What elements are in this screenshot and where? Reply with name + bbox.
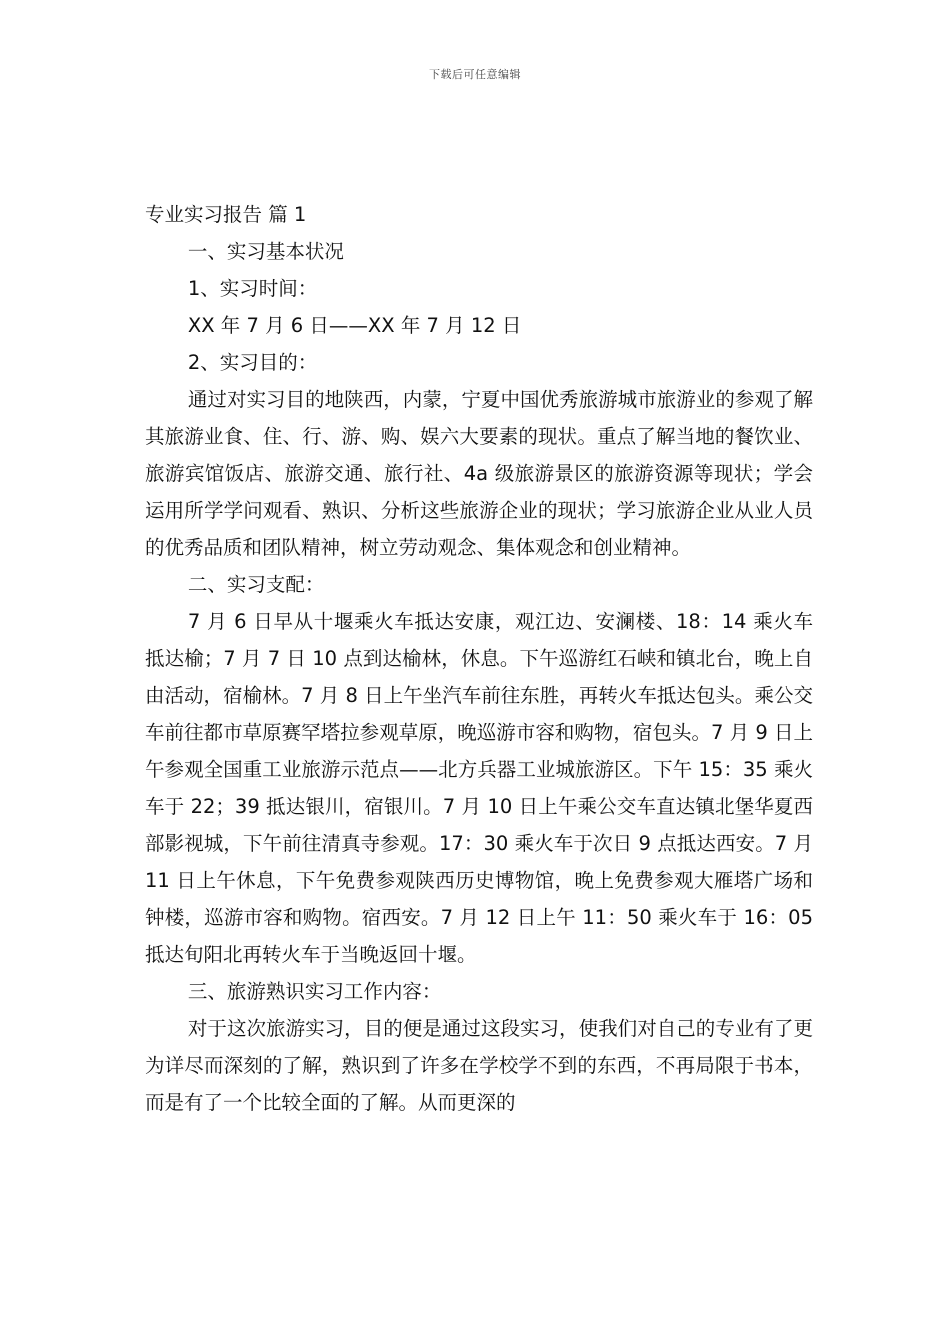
internship-date-range: XX 年 7 月 6 日——XX 年 7 月 12 日 bbox=[187, 314, 522, 337]
schedule-paragraph: 7 月 6 日早从十堰乘火车抵达安康，观江边、安澜楼、18：14 乘火车抵达榆；7 月 7 日 10 点到达榆林，休息。下午巡游红石峡和镇北台，晚上自由活动，宿榆林。7 月 8 日上午坐汽车前往东胜，再转火车抵达包头。乘公交车前往都市草原赛罕塔拉参观草原，晚巡游市容和购物，宿包头。7 月 9 日上午参观全国重工业旅游示范点——北方兵器工业城旅游区。下午 15：35 乘火车于 22；39 抵达银川，宿银川。7 月 10 日上午乘公交车直达镇北堡华夏西部影视城，下午前往清真寺参观。17：30 乘火车于次日 9 点抵达西安。7 月 11 日上午休息，下午免费参观陕西历史博物馆，晚上免费参观大雁塔广场和钟楼，巡游市容和购物。宿西安。7 月 12 日上午 11：50 乘火车于 16：05 抵达旬阳北再转火车于当晚返回十堰。 bbox=[145, 610, 813, 966]
document-body bbox=[145, 196, 813, 1121]
page-header: 下载后可任意编辑 bbox=[429, 68, 521, 81]
section-heading-work-content: 三、旅游熟识实习工作内容： bbox=[187, 980, 442, 1003]
section-heading-arrangement: 二、实习支配： bbox=[187, 573, 325, 596]
item-heading-internship-time: 1、实习时间： bbox=[187, 277, 318, 300]
section-heading-basic-situation: 一、实习基本状况 bbox=[187, 240, 344, 263]
item-heading-internship-purpose: 2、实习目的： bbox=[187, 351, 318, 374]
document-title: 专业实习报告 篇 1 bbox=[145, 203, 307, 226]
purpose-paragraph: 通过对实习目的地陕西，内蒙，宁夏中国优秀旅游城市旅游业的参观了解其旅游业食、住、行、游、购、娱六大要素的现状。重点了解当地的餐饮业、旅游宾馆饭店、旅游交通、旅行社、4a 级旅游景区的旅游资源等现状；学会运用所学学问观看、熟识、分析这些旅游企业的现状；学习旅游企业从业人员的优秀品质和团队精神，树立劳动观念、集体观念和创业精神。 bbox=[145, 388, 813, 559]
work-content-paragraph: 对于这次旅游实习，目的便是通过这段实习，使我们对自己的专业有了更为详尽而深刻的了解，熟识到了许多在学校学不到的东西，不再局限于书本，而是有了一个比较全面的了解。从而更深的 bbox=[145, 1017, 813, 1114]
